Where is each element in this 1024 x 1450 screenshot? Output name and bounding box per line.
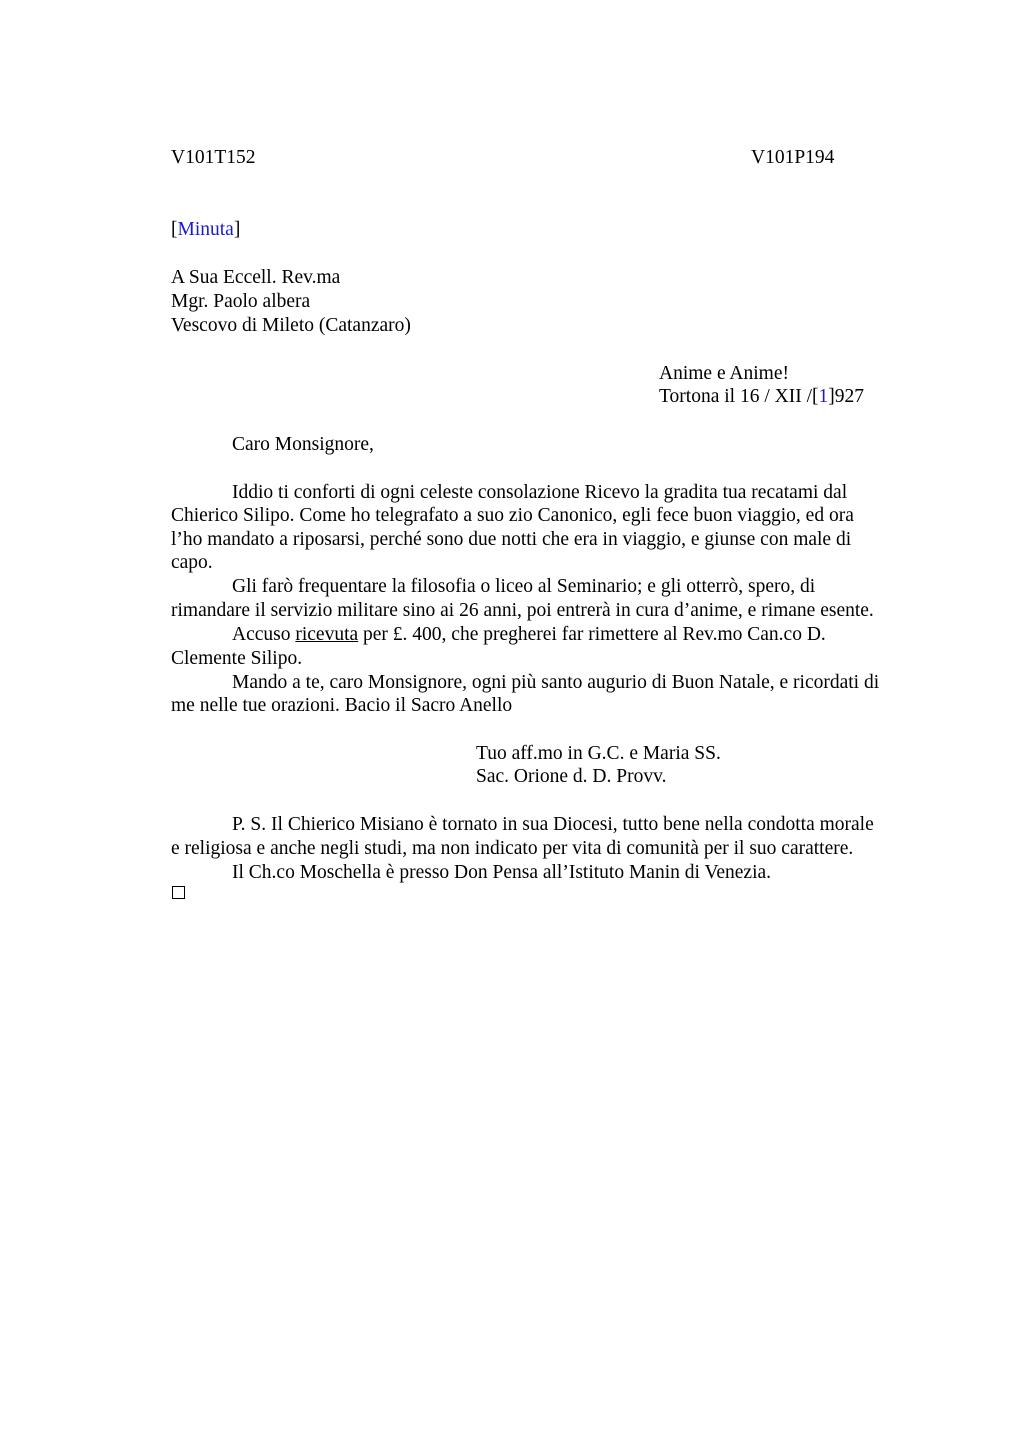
body-paragraph-3-line-1 xyxy=(232,623,826,647)
postscript-line-1: P. S. Il Chierico Misiano è tornato in sua Diocesi, tutto bene nella condotta morale xyxy=(232,814,874,835)
closing-line-1: Tuo aff.mo in G.C. e Maria SS. xyxy=(476,743,721,764)
postscript-line-2: e religiosa e anche negli studi, ma non indicato per vita di comunità per il suo carattere. xyxy=(171,838,854,859)
body-paragraph-1-line-2: Chierico Silipo. Come ho telegrafato a suo zio Canonico, egli fece buon viaggio, ed ora xyxy=(171,505,854,526)
end-marker-square-icon xyxy=(172,886,185,899)
motto: Anime e Anime! xyxy=(659,363,789,384)
draft-label: Minuta xyxy=(177,219,234,240)
bracket-close: ] xyxy=(233,219,241,240)
recipient-line-3: Vescovo di Mileto (Catanzaro) xyxy=(171,315,411,336)
postscript-line-3: Il Ch.co Moschella è presso Don Pensa all’Istituto Manin di Venezia. xyxy=(232,862,772,883)
date-bracket-open: [ xyxy=(811,386,819,407)
place-date-prefix: Tortona il 16 / XII / xyxy=(659,386,812,407)
year-suffix: 927 xyxy=(834,386,864,407)
recipient-line-1: A Sua Eccell. Rev.ma xyxy=(171,267,341,288)
body-paragraph-4-line-1: Mando a te, caro Monsignore, ogni più santo augurio di Buon Natale, e ricordati di xyxy=(232,672,880,693)
body-paragraph-1-line-1: Iddio ti conforti di ogni celeste consolazione Ricevo la gradita tua recatami dal xyxy=(232,482,848,503)
draft-annotation xyxy=(171,218,240,242)
receipt-underlined-word: ricevuta xyxy=(295,624,359,645)
salutation: Caro Monsignore, xyxy=(232,434,374,455)
place-date xyxy=(659,385,864,409)
document-code-left: V101T152 xyxy=(171,147,256,168)
document-code-right: V101P194 xyxy=(751,147,835,168)
date-bracket-digit: 1 xyxy=(818,386,829,407)
body-paragraph-3-line-2: Clemente Silipo. xyxy=(171,648,303,669)
body-paragraph-2-line-1: Gli farò frequentare la filosofia o liceo al Seminario; e gli otterrò, spero, di xyxy=(232,576,816,597)
body-paragraph-1-line-3: l’ho mandato a riposarsi, perché sono due notti che era in viaggio, e giunse con male di xyxy=(171,529,852,550)
body-paragraph-4-line-2: me nelle tue orazioni. Bacio il Sacro Anello xyxy=(171,695,513,716)
body-paragraph-2-line-2: rimandare il servizio militare sino ai 26 anni, poi entrerà in cura d’anime, e rimane esente. xyxy=(171,600,874,621)
receipt-text-a: Accuso xyxy=(232,624,296,645)
date-bracket-close: ] xyxy=(828,386,835,407)
receipt-text-b: per £. 400, che pregherei far rimettere al Rev.mo Can.co D. xyxy=(358,624,826,645)
recipient-line-2: Mgr. Paolo albera xyxy=(171,291,311,312)
closing-signature: Sac. Orione d. D. Provv. xyxy=(476,766,667,787)
bracket-open: [ xyxy=(171,219,178,240)
body-paragraph-1-line-4: capo. xyxy=(171,552,213,573)
